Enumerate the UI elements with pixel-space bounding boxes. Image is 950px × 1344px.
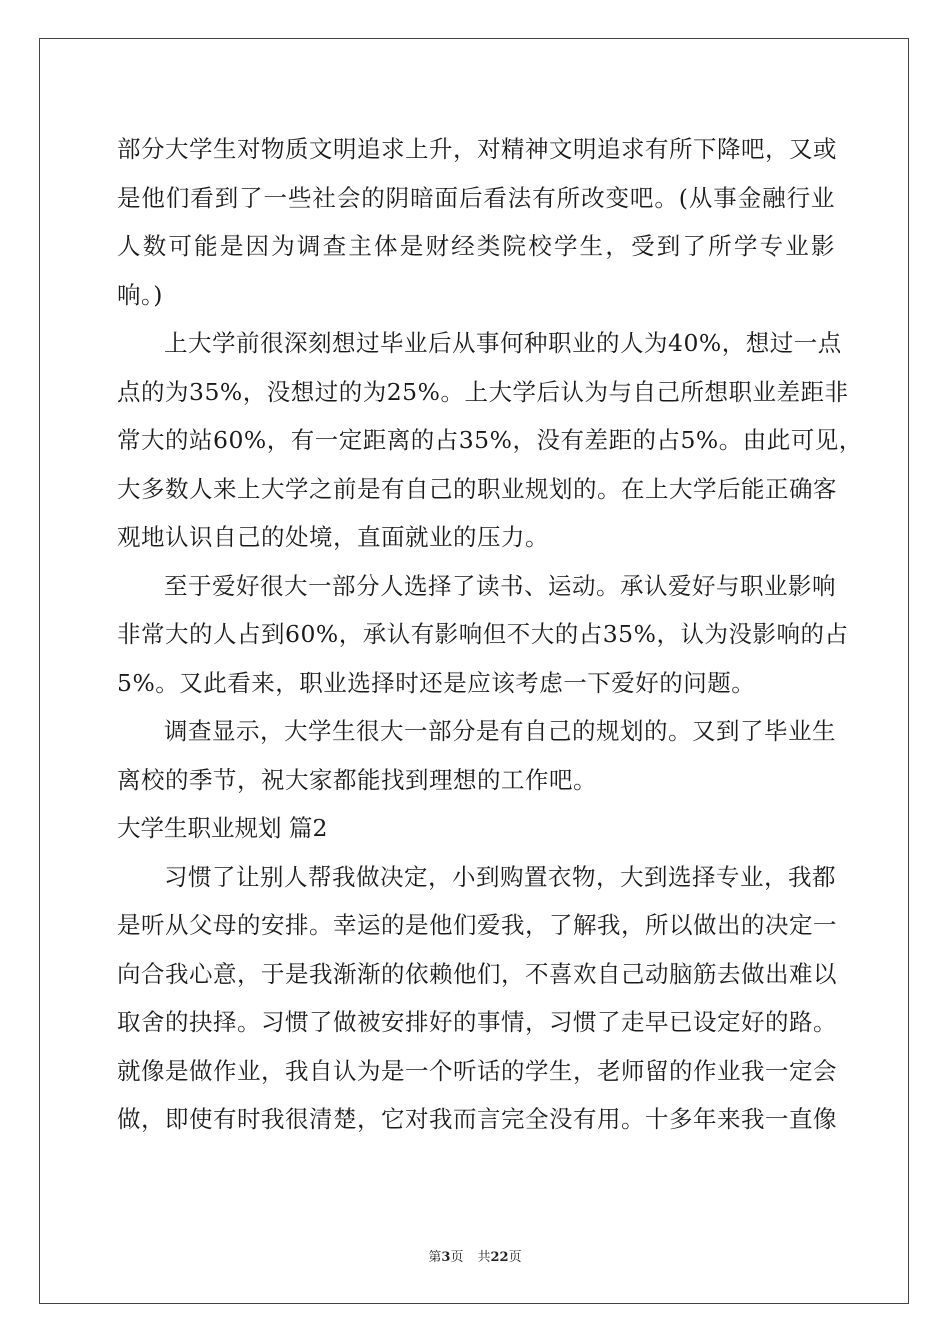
total-pages: 22 <box>490 1250 509 1265</box>
text-line: 响。) <box>117 280 163 309</box>
text-line: 取舍的抉择。习惯了做被安排好的事情，习惯了走早已设定好的路。 <box>117 1008 837 1036</box>
document-body <box>117 125 863 1144</box>
text-line: 离校的季节，祝大家都能找到理想的工作吧。 <box>117 765 597 794</box>
text-line: 人数可能是因为调查主体是财经类院校学生，受到了所学专业影 <box>117 232 835 260</box>
text-line: 习惯了让别人帮我做决定，小到购置衣物，大到选择专业，我都 <box>164 862 836 891</box>
text-line: 是他们看到了一些社会的阴暗面后看法有所改变吧。(从事金融行业 <box>117 183 835 212</box>
total-suffix: 页 <box>508 1250 522 1265</box>
text-line: 是听从父母的安排。幸运的是他们爱我，了解我，所以做出的决定一 <box>117 911 837 939</box>
text-line: 向合我心意，于是我渐渐的依赖他们，不喜欢自己动脑筋去做出难以 <box>117 959 837 988</box>
page-prefix: 第 <box>428 1250 442 1265</box>
text-line: 大多数人来上大学之前是有自己的职业规划的。在上大学后能正确客 <box>117 474 837 503</box>
text-line: 非常大的人占到60%，承认有影响但不大的占35%，认为没影响的占 <box>117 620 849 648</box>
text-line: 上大学前很深刻想过毕业后从事何种职业的人为40%，想过一点 <box>164 329 842 357</box>
page-footer <box>0 1246 950 1265</box>
text-line: 5%。又此看来，职业选择时还是应该考虑一下爱好的问题。 <box>117 668 756 697</box>
text-line: 调查显示，大学生很大一部分是有自己的规划的。又到了毕业生 <box>164 717 836 745</box>
text-line: 观地认识自己的处境，直面就业的压力。 <box>117 523 549 551</box>
page-suffix: 页 <box>450 1250 464 1265</box>
text-line: 部分大学生对物质文明追求上升，对精神文明追求有所下降吧，又或 <box>117 135 837 163</box>
total-prefix: 共 <box>477 1250 491 1265</box>
section-heading: 大学生职业规划 篇2 <box>117 814 328 842</box>
text-line: 至于爱好很大一部分人选择了读书、运动。承认爱好与职业影响 <box>164 571 836 600</box>
text-line: 常大的站60%，有一定距离的占35%，没有差距的占5%。由此可见， <box>117 426 863 454</box>
page-number: 3 <box>441 1250 451 1265</box>
text-line: 点的为35%，没想过的为25%。上大学后认为与自己所想职业差距非 <box>117 377 849 406</box>
text-line: 做，即使有时我很清楚，它对我而言完全没有用。十多年来我一直像 <box>117 1105 837 1133</box>
text-line: 就像是做作业，我自认为是一个听话的学生，老师留的作业我一定会 <box>117 1056 837 1085</box>
